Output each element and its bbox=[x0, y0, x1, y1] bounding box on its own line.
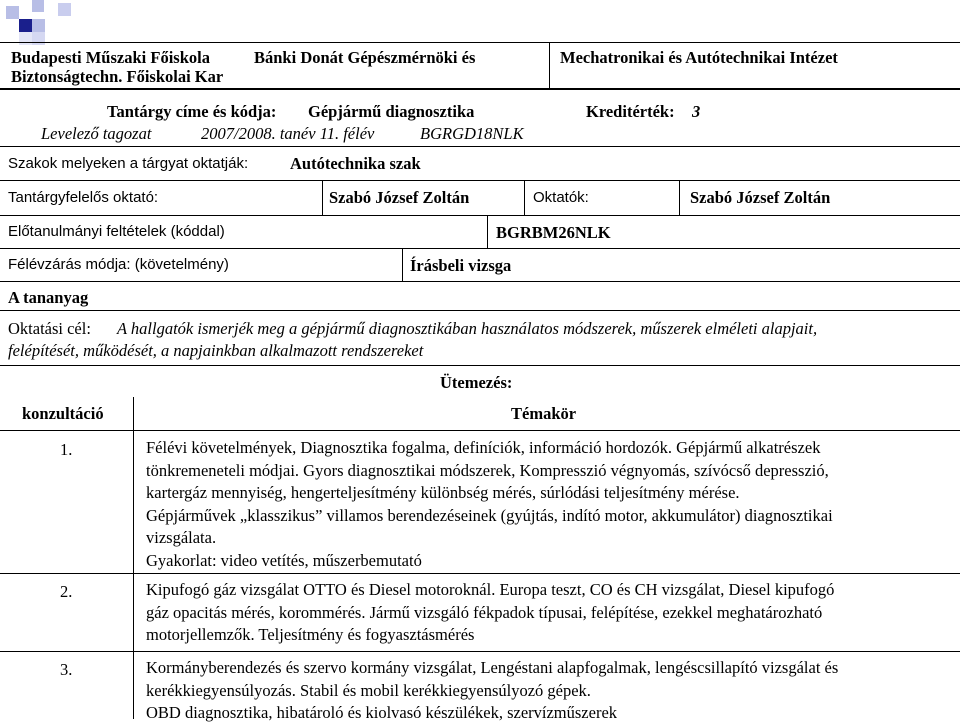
exam-label: Félévzárás módja: (követelmény) bbox=[8, 256, 229, 273]
study-mode: Levelező tagozat bbox=[41, 124, 152, 143]
column-topic: Témakör bbox=[511, 404, 577, 423]
credit-label: Kreditérték: bbox=[586, 102, 675, 121]
prereq-label: Előtanulmányi feltételek (kóddal) bbox=[8, 223, 225, 240]
topic-text: Kipufogó gáz vizsgálat OTTO és Diesel motoroknál. Europa teszt, CO és CH vizsgálat, Diesel kipufogó gáz opacitás mérés, korommérés. Jármű vizsgáló fékpadok típusai, felépítése, ezekkel meghatározható motorjellemzők. Teljesítmény és fogyasztásmérés bbox=[146, 580, 835, 644]
goal-text: A hallgatók ismerjék meg a gépjármű diagnosztikában használatos módszerek, műszerek elméleti alapjait, bbox=[117, 319, 818, 338]
majors-value: Autótechnika szak bbox=[290, 154, 421, 173]
material-heading: A tananyag bbox=[8, 288, 89, 307]
column-consultation: konzultáció bbox=[22, 404, 104, 423]
row-number: 3. bbox=[60, 660, 73, 679]
exam-value: Írásbeli vizsga bbox=[410, 256, 512, 275]
faculty-name: Bánki Donát Gépészmérnöki és bbox=[254, 48, 476, 67]
goal-text-line2: felépítését, működését, a napjainkban alkalmazott rendszereket bbox=[8, 341, 424, 360]
row-number: 1. bbox=[60, 440, 73, 459]
majors-label: Szakok melyeken a tárgyat oktatják: bbox=[8, 155, 249, 172]
prereq-value: BGRBM26NLK bbox=[496, 223, 611, 242]
responsible-label: Tantárgyfelelős oktató: bbox=[8, 189, 159, 206]
institute-name: Mechatronikai és Autótechnikai Intézet bbox=[560, 48, 838, 67]
course-code: BGRGD18NLK bbox=[420, 124, 524, 143]
teachers-label: Oktatók: bbox=[533, 189, 589, 206]
topic-text: Kormányberendezés és szervo kormány vizsgálat, Lengéstani alapfogalmak, lengéscsillapító vizsgálat és kerékkiegyensúlyozás. Stabil és mobil kerékkiegyensúlyozó gépek. OBD diagnosztika, hibatároló és kiolvasó készülékek, szervízműszerek bbox=[146, 658, 839, 722]
term: 2007/2008. tanév 11. félév bbox=[201, 124, 375, 143]
institution-name: Budapesti Műszaki Főiskola bbox=[11, 48, 210, 67]
faculty-name-line2: Biztonságtechn. Főiskolai Kar bbox=[11, 67, 224, 86]
credit-value: 3 bbox=[692, 102, 701, 121]
row-number: 2. bbox=[60, 582, 73, 601]
schedule-heading: Ütemezés: bbox=[440, 373, 513, 392]
topic-text: Félévi követelmények, Diagnosztika fogalma, definíciók, információ hordozók. Gépjármű alkatrészek tönkremeneteli módjai. Gyors diagnosztikai módszerek, Kompresszió végnyomás, szívócső depresszió, kartergáz mennyiség, hengerteljesítmény különbség mérés, súrlódási teljesítmény mérése. Gépjárművek „klasszikus” villamos berendezéseinek (gyújtás, indító motor, akkumulátor) diagnosztikai vizsgálata. Gyakorlat: video vetítés, műszerbemutató bbox=[146, 438, 833, 570]
responsible-value: Szabó József Zoltán bbox=[329, 188, 470, 207]
course-title: Gépjármű diagnosztika bbox=[308, 102, 475, 121]
goal-label: Oktatási cél: bbox=[8, 319, 91, 338]
course-title-label: Tantárgy címe és kódja: bbox=[107, 102, 277, 121]
teachers-value: Szabó József Zoltán bbox=[690, 188, 831, 207]
